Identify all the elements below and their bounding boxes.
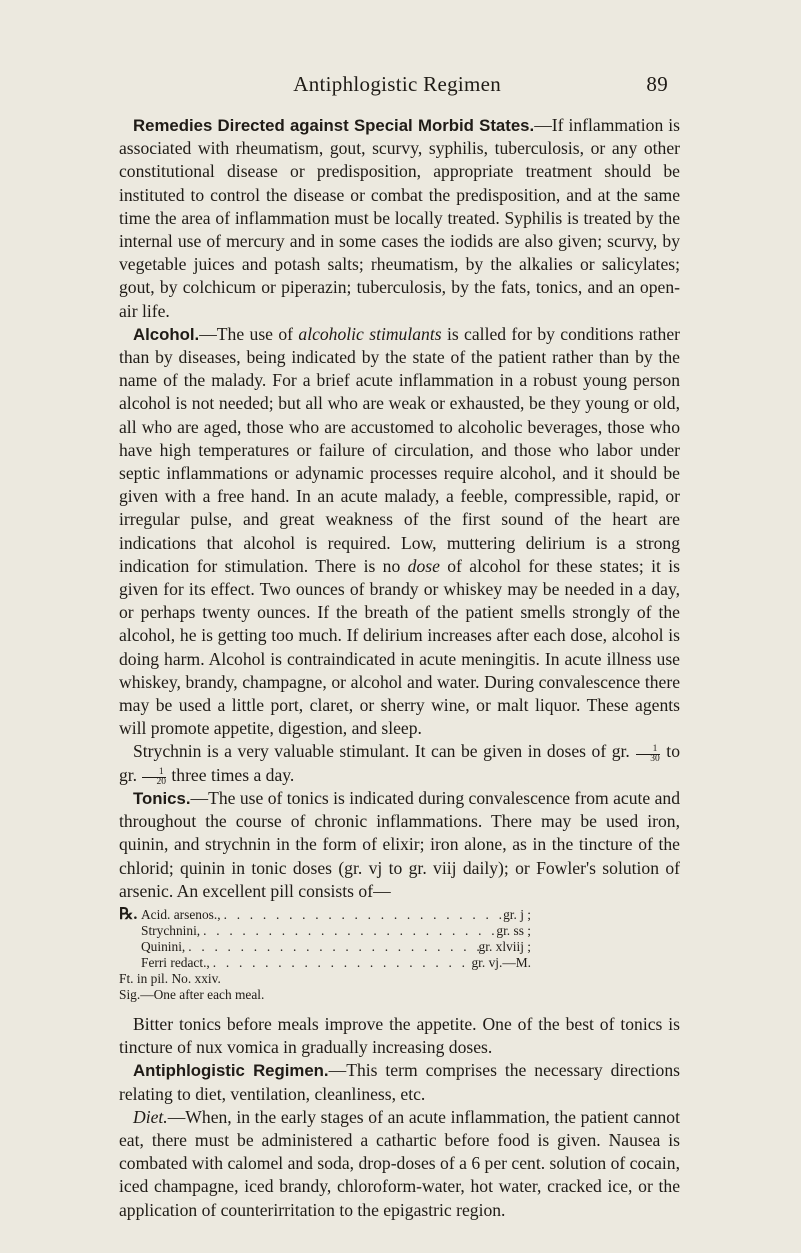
paragraph-strychnin: [119, 740, 680, 786]
ingredient-name: Ferri redact.,: [141, 954, 210, 970]
prescription-item: [119, 955, 680, 971]
ingredient-name: Strychnini,: [141, 922, 201, 938]
heading-diet: Diet.: [133, 1106, 168, 1127]
fraction-numerator: 1: [636, 745, 660, 755]
paragraph-text: —When, in the early stages of an acute inflammation, the patient cannot eat, there must be administered a cathartic before food is given. Nausea is combated with calomel and soda, drop-doses of a 6 per cent. solution of cocain, iced champagne, iced brandy, chloroform-water, hot water, cracked ice, or the application of counterirritation to the epigastric region.: [119, 1106, 680, 1220]
ingredient-name: Quinini,: [141, 938, 186, 954]
running-title: Antiphlogistic Regimen: [293, 72, 502, 96]
heading-remedies: Remedies Directed against Special Morbid States.: [133, 116, 535, 135]
fraction-numerator: 1: [142, 768, 166, 778]
prescription-form: Ft. in pil. No. xxiv.: [119, 970, 221, 986]
paragraph-tonics: [119, 787, 680, 903]
fraction-denominator: 20: [156, 776, 166, 787]
paragraph-text: to gr.: [119, 741, 680, 785]
paragraph-text: —The use of tonics is indicated during convalescence from acute and throughout the course of chronic inflammations. There may be used iron, quinin, and strychnin in the form of elixir; iron alone, as in the tincture of the chlorid; quinin in tonic doses (gr. vj to gr. viij daily); or Fowler's solution of arsenic. An excellent pill consists of—: [119, 787, 681, 901]
paragraph-alcohol: [119, 323, 680, 741]
italic-term: dose: [407, 555, 440, 576]
paragraph-bitter-tonics: [119, 1013, 680, 1059]
paragraph-text: —This term comprises the necessary directions relating to diet, ventilation, cleanliness, etc.: [119, 1060, 681, 1104]
page-number: 89: [646, 72, 668, 96]
paragraph-text: of alcohol for these states; it is given for its effect. Two ounces of brandy or whiskey may be needed in a day, or perhaps twenty ounces. If the breath of the patient smells strongly of the alcohol, he is getting too much. If delirium increases after each dose, alcohol is doing harm. Alcohol is contraindicated in acute meningitis. In acute illness use whiskey, brandy, champagne, or alcohol and water. During convalescence there may be used a little port, claret, or sherry wine, or malt liquor. These agents will promote appetite, digestion, and sleep.: [119, 555, 680, 739]
heading-alcohol: Alcohol.: [133, 324, 200, 344]
ingredient-dose: gr. ss ;: [496, 922, 531, 938]
prescription-item: [119, 907, 680, 923]
fraction-one-twentieth: [142, 768, 166, 787]
prescription-item: [119, 939, 680, 955]
prescription-signa: Sig.—One after each meal.: [119, 986, 265, 1002]
paragraph-text: —The use of: [199, 323, 299, 344]
heading-antiphlogistic: Antiphlogistic Regimen.: [133, 1061, 329, 1081]
prescription: [119, 907, 680, 1003]
paragraph-text: —If inflammation is associated with rheumatism, gout, scurvy, syphilis, tuberculosis, or any other constitutional disease or predisposition, appropriate treatment should be instituted to control the disease or combat the predisposition, and at the same time the area of inflammation must be locally treated. Syphilis is treated by the internal use of mercury and in some cases the iodids are also given; scurvy, by vegetable juices and potash salts; rheumatism, by the alkalies or salicylates; gout, by colchicum or piperazin; tuberculosis, by the fats, tonics, and an open-air life.: [119, 115, 681, 321]
paragraph-text: three times a day.: [166, 764, 295, 785]
paragraph-text: Bitter tonics before meals improve the appetite. One of the best of tonics is tincture of nux vomica in gradually increasing doses.: [119, 1013, 680, 1058]
fraction-one-thirtieth: [636, 745, 660, 764]
recipe-symbol: ℞.: [119, 905, 138, 923]
ingredient-dose: gr. vj.—M.: [471, 954, 531, 970]
fraction-denominator: 30: [650, 753, 660, 764]
ingredient-name: Acid. arsenos.,: [141, 906, 221, 922]
paragraph-remedies: [119, 114, 680, 323]
paragraph-diet: [119, 1106, 680, 1222]
running-header: [118, 72, 668, 97]
prescription-item: [119, 923, 680, 939]
paragraph-text: is called for by conditions rather than by diseases, being indicated by the state of the patient rather than by the name of the malady. For a brief acute inflammation in a robust young person alcohol is not needed; but all who are weak or exhausted, be they young or old, all who are aged, those who are accustomed to alcoholic beverages, those who have high temperatures or failure of circulation, and those who labor under septic inflammations or adynamic processes require alcohol, and it should be given with a free hand. In an acute malady, a feeble, compressible, rapid, or irregular pulse, and great weakness of the first sound of the heart are indications that alcohol is required. Low, muttering delirium is a strong indication for stimulation. There is no: [119, 323, 680, 576]
ingredient-dose: gr. j ;: [503, 906, 531, 922]
page-body: [119, 114, 680, 1222]
paragraph-antiphlogistic: [119, 1059, 680, 1105]
italic-term: alcoholic stimulants: [298, 323, 442, 344]
paragraph-text: Strychnin is a very valuable stimulant. It can be given in doses of gr.: [133, 741, 636, 762]
ingredient-dose: gr. xlviij ;: [478, 938, 531, 954]
heading-tonics: Tonics.: [133, 788, 191, 808]
